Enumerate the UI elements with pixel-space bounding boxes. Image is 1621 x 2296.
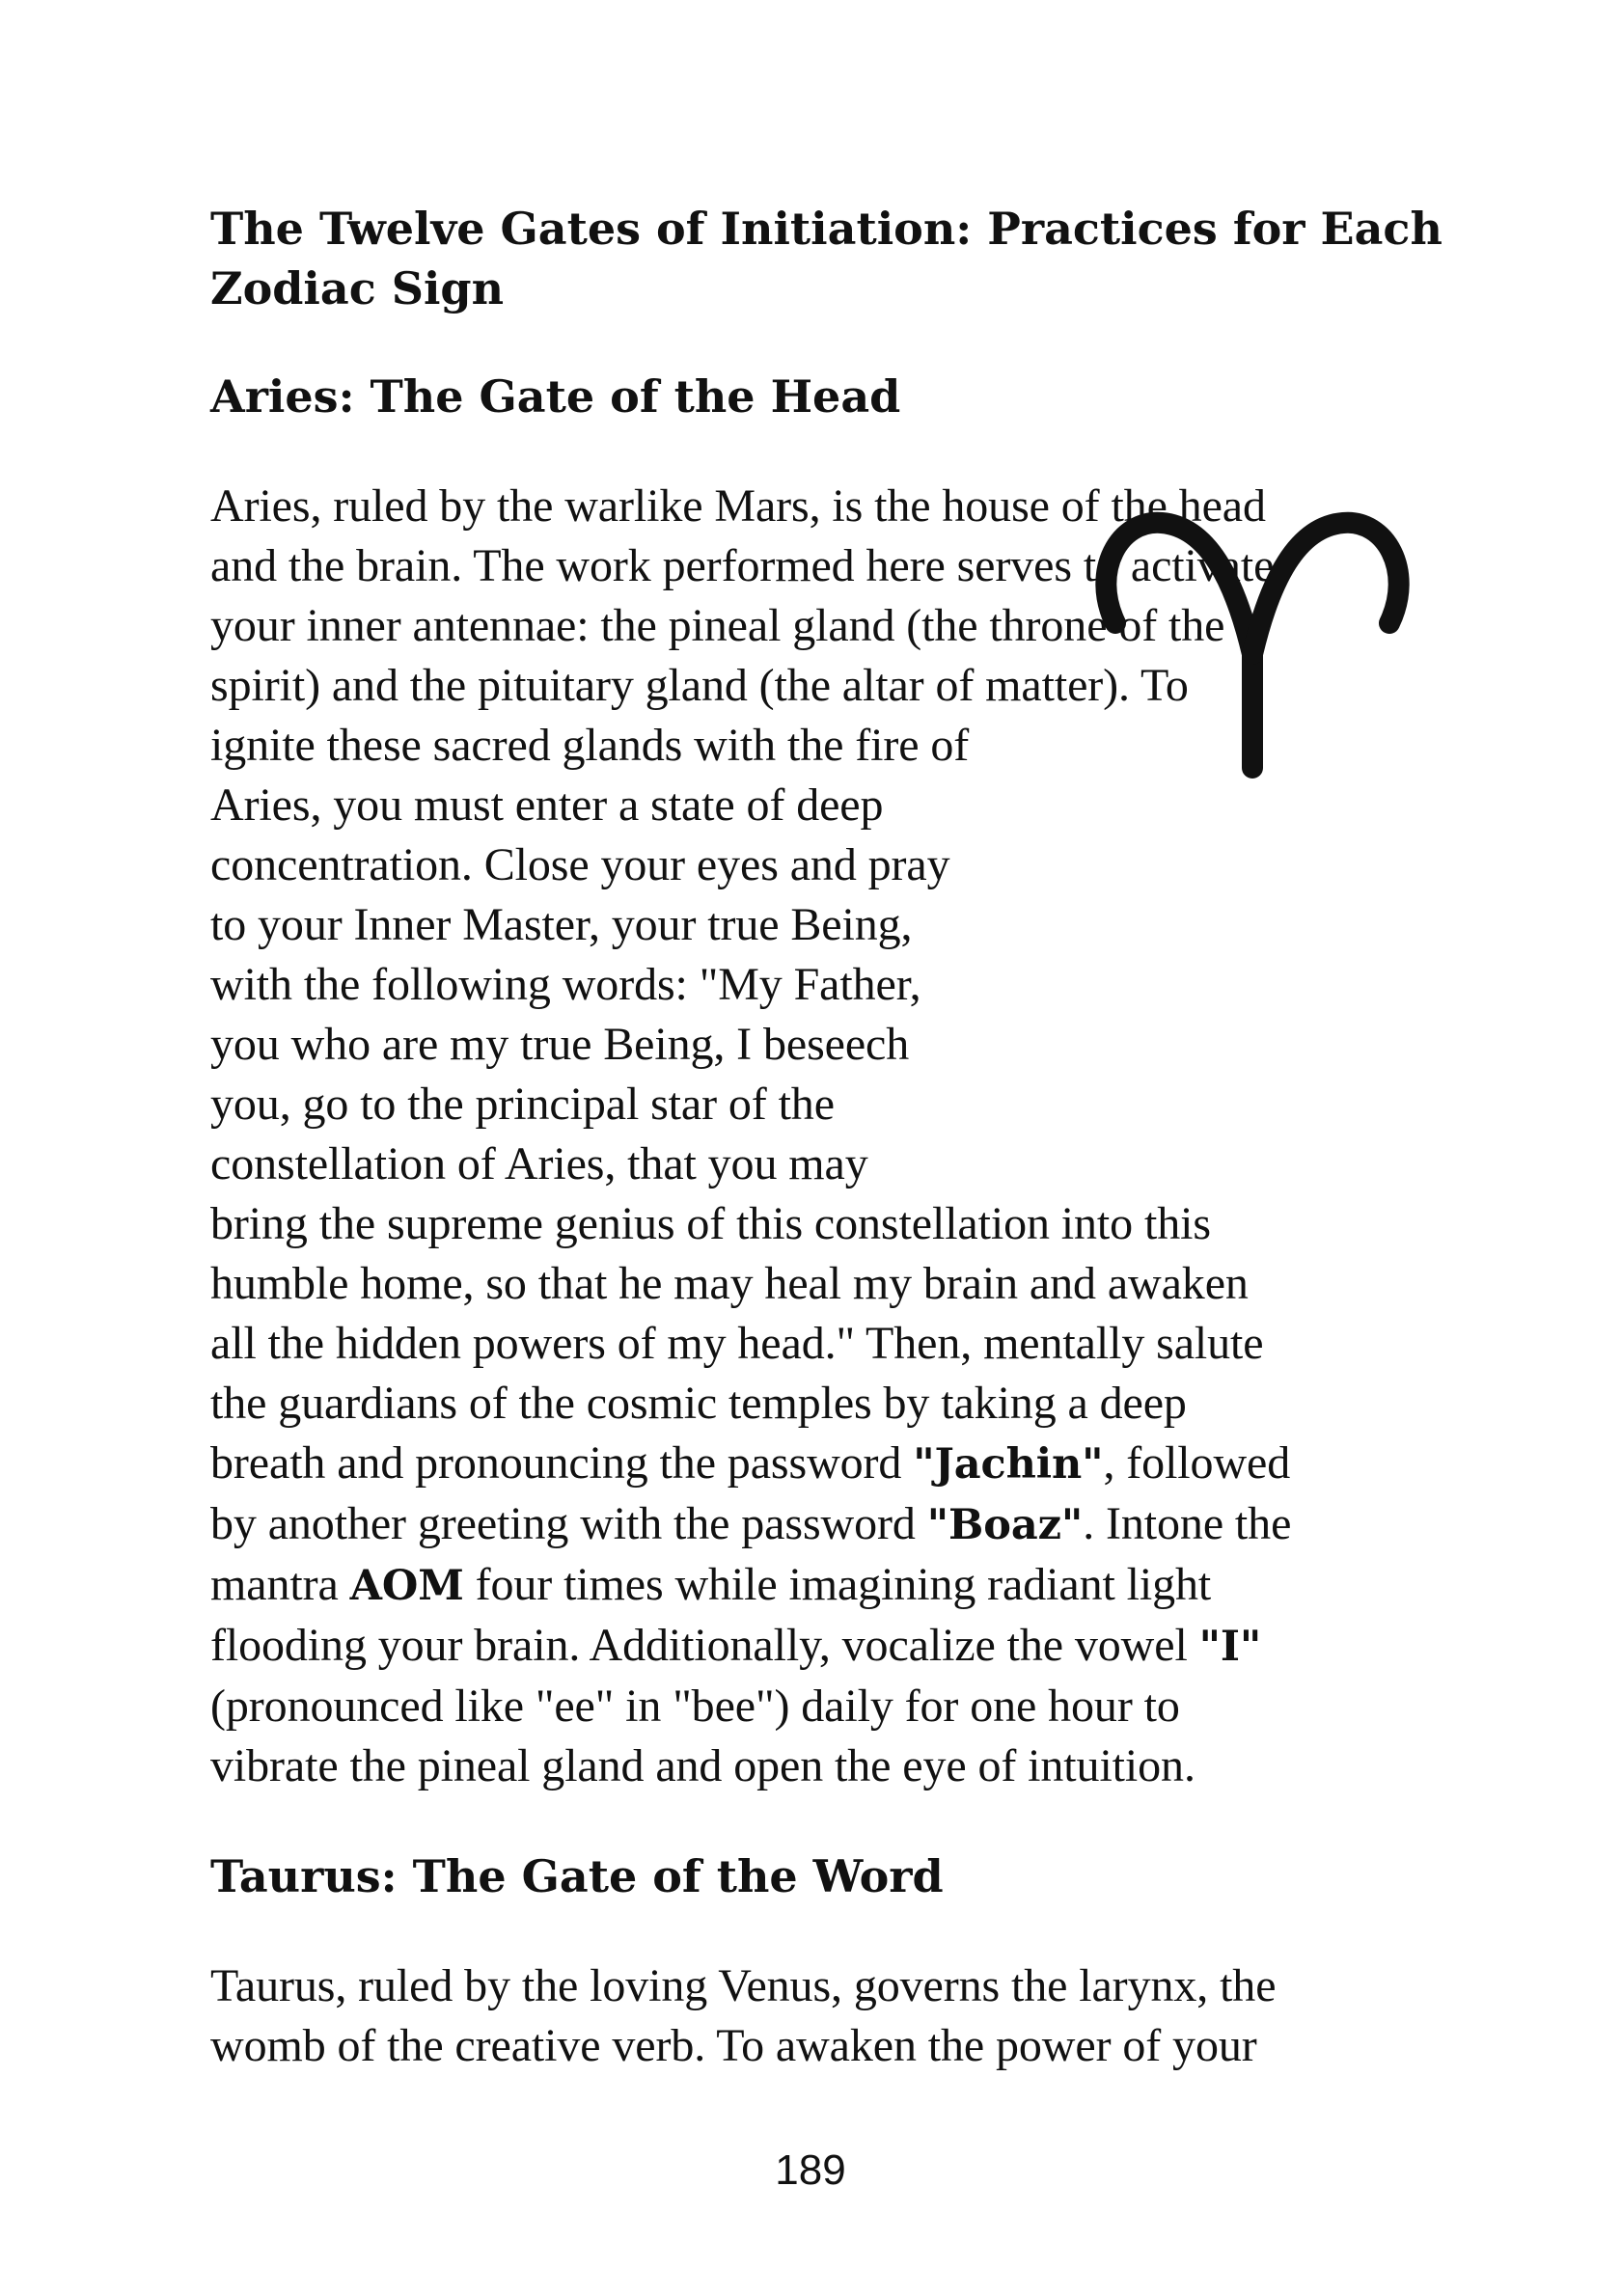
mantra-aom: AOM	[349, 1562, 464, 1610]
aries-paragraph	[210, 477, 1428, 1796]
vowel-i: "I"	[1198, 1623, 1262, 1671]
aries-line: the guardians of the cosmic temples by taking a deep	[210, 1378, 1187, 1429]
aries-line: (pronounced like "ee" in "bee") daily for one hour to	[210, 1681, 1180, 1732]
aries-line: spirit) and the pituitary gland (the altar of matter). To	[210, 660, 1189, 711]
aries-line: bring the supreme genius of this constellation into this	[210, 1198, 1211, 1249]
aries-line: with the following words: "My Father,	[210, 959, 921, 1010]
aries-line: your inner antennae: the pineal gland (the throne of the	[210, 600, 1225, 651]
taurus-paragraph	[210, 1956, 1428, 2076]
aries-line: Aries, ruled by the warlike Mars, is the house of the head	[210, 480, 1266, 532]
aries-heading: Aries: The Gate of the Head	[210, 370, 901, 423]
taurus-line: womb of the creative verb. To awaken the power of your	[210, 2020, 1257, 2071]
aries-line: constellation of Aries, that you may	[210, 1138, 868, 1189]
taurus-heading: Taurus: The Gate of the Word	[210, 1850, 944, 1902]
aries-line: you who are my true Being, I beseech	[210, 1019, 910, 1070]
password-boaz: "Boaz"	[926, 1501, 1084, 1549]
aries-line: all the hidden powers of my head." Then, mentally salute	[210, 1318, 1264, 1369]
aries-line	[210, 1494, 1428, 1555]
aries-line-text: four times while imagining radiant light	[463, 1559, 1212, 1610]
aries-line: and the brain. The work performed here serves to activate	[210, 540, 1275, 591]
aries-line: Aries, you must enter a state of deep	[210, 779, 884, 831]
aries-line: ignite these sacred glands with the fire of	[210, 720, 970, 771]
chapter-title-line-2: Zodiac Sign	[210, 262, 505, 314]
chapter-title-line-1: The Twelve Gates of Initiation: Practices for Each	[210, 203, 1442, 255]
taurus-line: Taurus, ruled by the loving Venus, governs the larynx, the	[210, 1960, 1277, 2011]
aries-line: to your Inner Master, your true Being,	[210, 899, 913, 950]
page-content	[210, 199, 1442, 2126]
aries-line-text: mantra	[210, 1559, 350, 1610]
aries-line: you, go to the principal star of the	[210, 1079, 835, 1130]
aries-line: humble home, so that he may heal my brain and awaken	[210, 1258, 1249, 1309]
chapter-title	[210, 199, 1442, 318]
aries-line-text: breath and pronouncing the password	[210, 1437, 914, 1489]
page-number: 189	[775, 2146, 846, 2194]
aries-line-text: flooding your brain. Additionally, vocalize the vowel	[210, 1620, 1199, 1671]
aries-line-text: , followed	[1103, 1437, 1291, 1489]
aries-line: vibrate the pineal gland and open the eye of intuition.	[210, 1740, 1195, 1791]
aries-line: concentration. Close your eyes and pray	[210, 839, 950, 890]
aries-symbol-icon	[1094, 509, 1413, 789]
aries-line-text: . Intone the	[1083, 1498, 1292, 1549]
aries-line	[210, 1555, 1428, 1616]
aries-line-text: by another greeting with the password	[210, 1498, 927, 1549]
aries-line	[210, 1434, 1428, 1494]
aries-line	[210, 1616, 1428, 1677]
password-jachin: "Jachin"	[913, 1440, 1104, 1489]
